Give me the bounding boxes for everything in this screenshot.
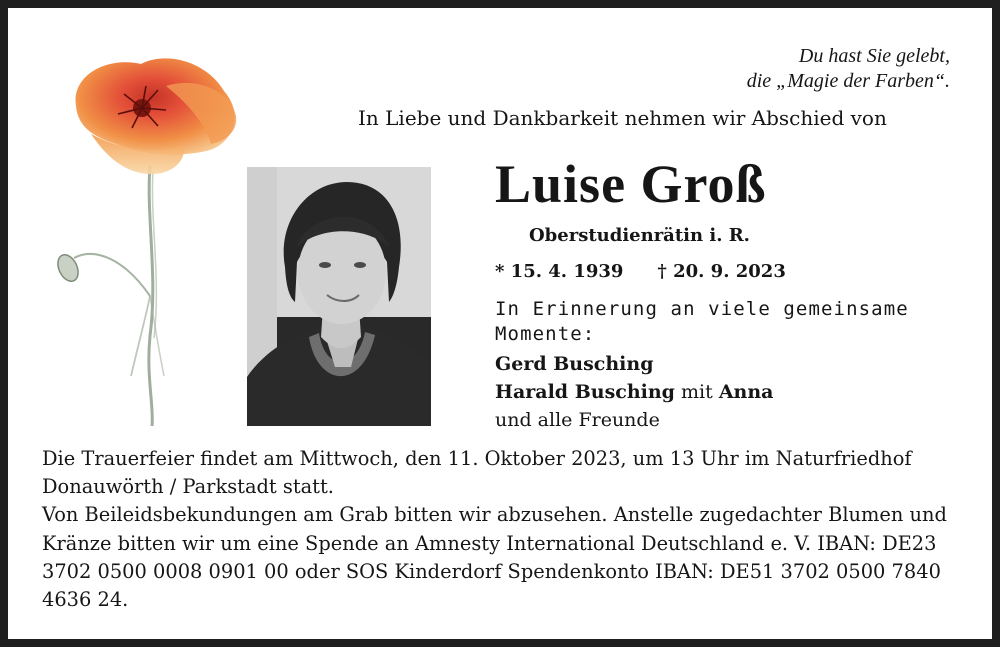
memory-text: In Erinnerung an viele gemeinsame Momente: [495, 298, 909, 345]
mourners-list [495, 350, 774, 434]
portrait-photo [247, 167, 431, 426]
mourner-name: Harald Busching [495, 381, 675, 403]
motto-line-1: Du hast Sie gelebt, [798, 45, 950, 67]
birth-date: * 15. 4. 1939 [495, 261, 624, 282]
mourner-name: Gerd Busching [495, 353, 654, 375]
intro-text: In Liebe und Dankbarkeit nehmen wir Abschied von [358, 106, 887, 130]
mourner-line-3: und alle Freunde [495, 409, 660, 431]
mourner-line-2 [495, 378, 774, 406]
deceased-title: Oberstudienrätin i. R. [529, 225, 750, 246]
death-date: † 20. 9. 2023 [657, 261, 786, 282]
mourner-line-1 [495, 350, 774, 378]
funeral-details: Die Trauerfeier findet am Mittwoch, den 11. Oktober 2023, um 13 Uhr im Naturfriedhof Donauwörth / Parkstadt statt. [42, 447, 912, 499]
poppy-flower-illustration [46, 46, 256, 436]
funeral-notice [42, 445, 962, 614]
life-dates [495, 260, 786, 284]
mourner-joiner: mit [681, 381, 713, 403]
obituary-card [8, 8, 992, 639]
motto-quote [630, 44, 950, 94]
motto-line-2: die „Magie der Farben“. [746, 70, 950, 92]
donation-request: Von Beileidsbekundungen am Grab bitten wir abzusehen. Anstelle zugedachter Blumen und Kränze bitten wir um eine Spende an Amnesty International Deutschland e. V. IBAN: DE23 3702 0500 0008 0901 00 oder SOS Kinderdorf Spendenkonto IBAN: DE51 3702 0500 7840 4636 24. [42, 503, 947, 612]
deceased-name: Luise Groß [495, 154, 767, 214]
mourner-name: Anna [718, 381, 774, 403]
